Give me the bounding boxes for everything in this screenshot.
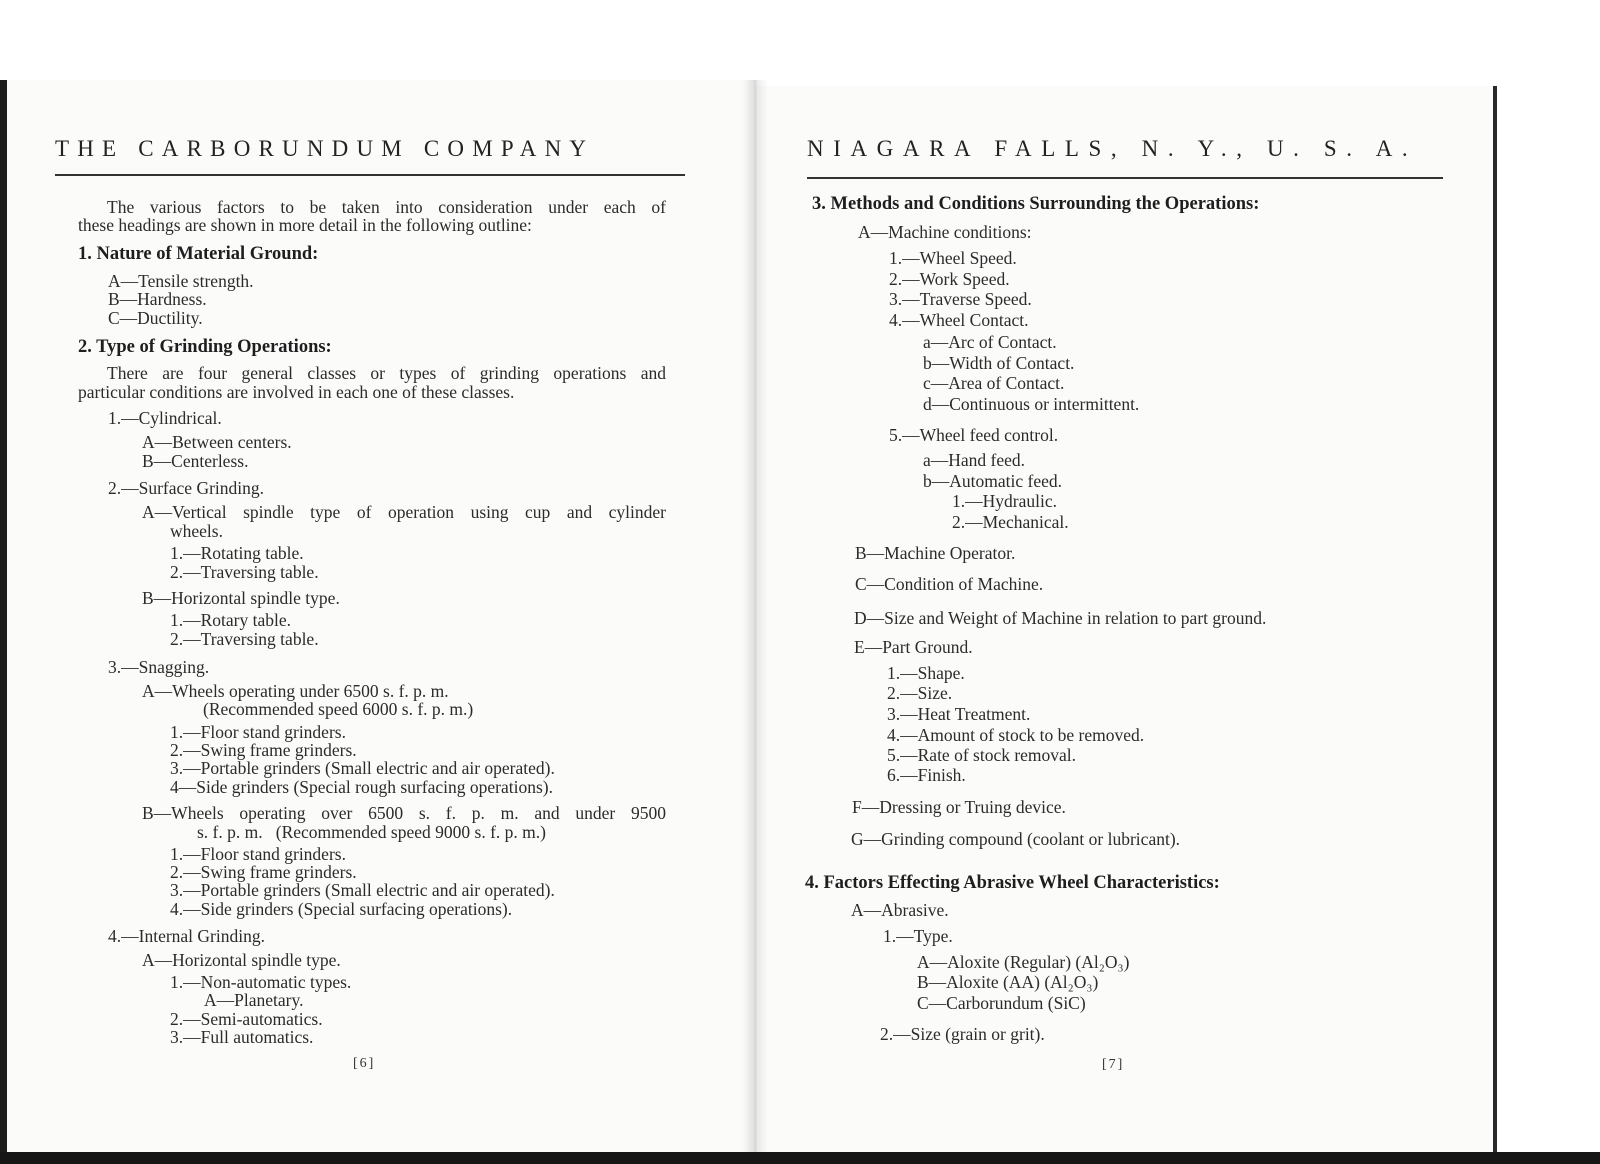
list-item: 2.—Swing frame grinders. xyxy=(170,862,357,882)
list-item: A—Wheels operating under 6500 s. f. p. m. xyxy=(142,681,449,701)
class-4-label: 4.—Internal Grinding. xyxy=(108,926,265,946)
list-item: d—Continuous or intermittent. xyxy=(923,394,1140,414)
section-4-heading: 4. Factors Effecting Abrasive Wheel Characteristics: xyxy=(805,873,1220,893)
list-item: 1.—Hydraulic. xyxy=(952,491,1057,511)
running-head-right: NIAGARA FALLS, N. Y., U. S. A. xyxy=(807,136,1418,161)
list-item: 1.—Type. xyxy=(883,926,953,946)
list-item: 2.—Size. xyxy=(887,683,953,703)
list-item: 3.—Heat Treatment. xyxy=(887,704,1031,724)
list-item: 4.—Side grinders (Special surfacing operations). xyxy=(170,899,513,919)
book-gutter-shadow xyxy=(742,80,768,1152)
list-item: A—Between centers. xyxy=(142,432,292,452)
scan-edge-bottom xyxy=(0,1152,1600,1164)
list-item: 5.—Wheel feed control. xyxy=(889,425,1059,445)
list-item-continued: wheels. xyxy=(170,521,223,541)
list-item: 4.—Amount of stock to be removed. xyxy=(887,725,1145,745)
list-item: 2.—Size (grain or grit). xyxy=(880,1024,1045,1044)
list-item: C—Carborundum (SiC) xyxy=(917,993,1086,1013)
list-item: 2.—Work Speed. xyxy=(889,269,1010,289)
list-item: A—Planetary. xyxy=(204,990,304,1010)
header-rule-right xyxy=(807,177,1443,179)
scan-edge-left xyxy=(0,80,7,1152)
class-1-label: 1.—Cylindrical. xyxy=(108,408,222,428)
list-item: 2.—Swing frame grinders. xyxy=(170,740,357,760)
list-item: B—Horizontal spindle type. xyxy=(142,588,340,608)
list-item: D—Size and Weight of Machine in relation to part ground. xyxy=(854,608,1267,628)
speed-note: (Recommended speed 6000 s. f. p. m.) xyxy=(203,699,474,719)
list-item: E—Part Ground. xyxy=(854,637,973,657)
list-item: 1.—Wheel Speed. xyxy=(889,248,1017,268)
section-1-heading: 1. Nature of Material Ground: xyxy=(78,244,319,264)
list-item: 3.—Portable grinders (Small electric and air operated). xyxy=(170,880,555,900)
list-item: 2.—Mechanical. xyxy=(952,512,1069,532)
list-item: A—Tensile strength. xyxy=(108,271,254,291)
speed-note: s. f. p. m. (Recommended speed 9000 s. f. p. m.) xyxy=(197,822,546,842)
list-item: a—Hand feed. xyxy=(923,450,1026,470)
list-item: A—Horizontal spindle type. xyxy=(142,950,341,970)
right-page xyxy=(755,86,1495,1152)
running-head-left: THE CARBORUNDUM COMPANY xyxy=(55,136,595,161)
list-item: A—Aloxite (Regular) (Al₂O₃) xyxy=(917,952,1130,972)
list-item: C—Condition of Machine. xyxy=(855,574,1044,594)
list-item: A—Vertical spindle type of operation using cup and cylinder xyxy=(142,502,666,522)
list-item: B—Aloxite (AA) (Al₂O₃) xyxy=(917,972,1099,992)
class-2-label: 2.—Surface Grinding. xyxy=(108,478,265,498)
list-item: c—Area of Contact. xyxy=(923,373,1065,393)
list-item: 3.—Full automatics. xyxy=(170,1027,314,1047)
list-item: A—Abrasive. xyxy=(851,900,949,920)
list-item: 3.—Traverse Speed. xyxy=(889,289,1032,309)
list-item: 1.—Shape. xyxy=(887,663,965,683)
list-item: B—Centerless. xyxy=(142,451,249,471)
header-rule-left xyxy=(55,174,685,176)
list-item: B—Hardness. xyxy=(108,289,207,309)
scan-margin-right xyxy=(1497,86,1600,1152)
list-item: 5.—Rate of stock removal. xyxy=(887,745,1077,765)
list-item: b—Width of Contact. xyxy=(923,353,1075,373)
page-number-left: [6] xyxy=(353,1056,376,1071)
left-page xyxy=(7,80,755,1152)
intro-line-1: The various factors to be taken into consideration under each of xyxy=(107,197,666,217)
list-item: 3.—Portable grinders (Small electric and air operated). xyxy=(170,758,555,778)
list-item: b—Automatic feed. xyxy=(923,471,1062,491)
section-2-heading: 2. Type of Grinding Operations: xyxy=(78,337,332,357)
list-item: C—Ductility. xyxy=(108,308,203,328)
page-number-right: [7] xyxy=(1102,1057,1125,1072)
section-2-para-line-2: particular conditions are involved in each one of these classes. xyxy=(78,382,515,402)
list-item: 4—Side grinders (Special rough surfacing operations). xyxy=(170,777,553,797)
list-item: 1.—Floor stand grinders. xyxy=(170,722,346,742)
list-item: 1.—Non-automatic types. xyxy=(170,972,352,992)
list-item: 2.—Traversing table. xyxy=(170,629,319,649)
list-item: A—Machine conditions: xyxy=(858,222,1032,242)
section-2-para-line-1: There are four general classes or types of grinding operations and xyxy=(107,363,666,383)
list-item: B—Machine Operator. xyxy=(855,543,1016,563)
intro-line-2: these headings are shown in more detail in the following outline: xyxy=(78,215,532,235)
list-item: 4.—Wheel Contact. xyxy=(889,310,1029,330)
list-item: B—Wheels operating over 6500 s. f. p. m. and under 9500 xyxy=(142,803,666,823)
class-3-label: 3.—Snagging. xyxy=(108,657,210,677)
list-item: a—Arc of Contact. xyxy=(923,332,1057,352)
list-item: F—Dressing or Truing device. xyxy=(852,797,1066,817)
list-item: 2.—Semi-automatics. xyxy=(170,1009,323,1029)
list-item: 1.—Rotating table. xyxy=(170,543,304,563)
list-item: G—Grinding compound (coolant or lubricant). xyxy=(851,829,1181,849)
list-item: 1.—Rotary table. xyxy=(170,610,292,630)
list-item: 1.—Floor stand grinders. xyxy=(170,844,346,864)
list-item: 2.—Traversing table. xyxy=(170,562,319,582)
list-item: 6.—Finish. xyxy=(887,765,966,785)
section-3-heading: 3. Methods and Conditions Surrounding the Operations: xyxy=(812,194,1260,214)
